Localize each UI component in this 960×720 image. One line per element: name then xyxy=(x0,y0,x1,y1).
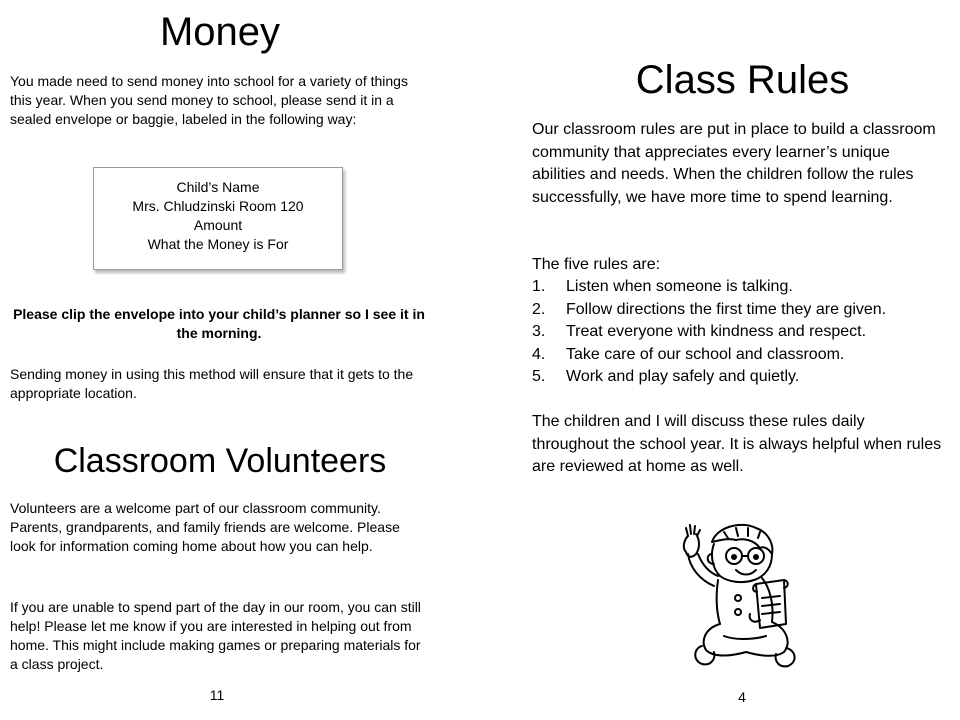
volunteers-paragraph-1: Volunteers are a welcome part of our classroom community. Parents, grandparents, and family friends are welcome. Please look for information coming home about how you can help. xyxy=(10,500,400,554)
class-rules-heading: Class Rules xyxy=(635,58,850,102)
rule-text: Follow directions the first time they are given. xyxy=(566,300,887,318)
rule-item xyxy=(532,366,952,389)
class-rules-intro-text: Our classroom rules are put in place to build a classroom community that appreciates every learner’s unique abilities and needs. When the children follow the rules successfully, we have more time to spend learning. xyxy=(532,121,936,206)
label-line-purpose: What the Money is For xyxy=(147,236,289,252)
rule-number: 5. xyxy=(532,368,546,385)
sending-money-note: Sending money in using this method will ensure that it gets to the appropriate location. xyxy=(10,366,414,401)
rule-number: 2. xyxy=(532,300,546,318)
label-line-amount: Amount xyxy=(193,217,243,233)
class-rules-closing-text: The children and I will discuss these rules daily throughout the school year. It is always helpful when rules are reviewed at home as well. xyxy=(532,413,942,475)
rule-number: 3. xyxy=(532,323,546,340)
page-number-left: 11 xyxy=(209,687,225,703)
money-heading: Money xyxy=(159,10,281,54)
money-intro-text: You made need to send money into school for a variety of things this year. When you send money to school, please send it in a sealed envelope or baggie, labeled in the following way: xyxy=(10,73,408,127)
rule-item xyxy=(532,344,952,367)
five-rules-intro: The five rules are: xyxy=(532,256,661,273)
rule-text: Work and play safely and quietly. xyxy=(566,368,800,385)
rule-item xyxy=(532,276,952,299)
volunteers-heading: Classroom Volunteers xyxy=(53,442,387,480)
rule-number: 4. xyxy=(532,345,546,363)
rule-text: Treat everyone with kindness and respect. xyxy=(566,323,867,340)
rule-item xyxy=(532,321,952,344)
rule-text: Take care of our school and classroom. xyxy=(566,345,845,363)
label-line-child-name: Child’s Name xyxy=(176,179,260,195)
rules-list xyxy=(532,276,952,389)
right-page xyxy=(480,0,960,720)
page-number-right: 4 xyxy=(738,689,746,705)
clip-envelope-note: Please clip the envelope into your child’s planner so I see it in the morning. xyxy=(13,306,425,341)
label-line-teacher-room: Mrs. Chludzinski Room 120 xyxy=(132,198,304,214)
rule-item xyxy=(532,299,952,322)
rule-text: Listen when someone is talking. xyxy=(566,278,793,295)
volunteers-paragraph-2: If you are unable to spend part of the day in our room, you can still help! Please let me know if you are interested in helping out from home. This might include making games or preparing materials for a class project. xyxy=(10,599,421,672)
envelope-label-box xyxy=(93,167,343,270)
rule-number: 1. xyxy=(532,278,546,295)
child-raising-hand-icon xyxy=(676,518,806,670)
